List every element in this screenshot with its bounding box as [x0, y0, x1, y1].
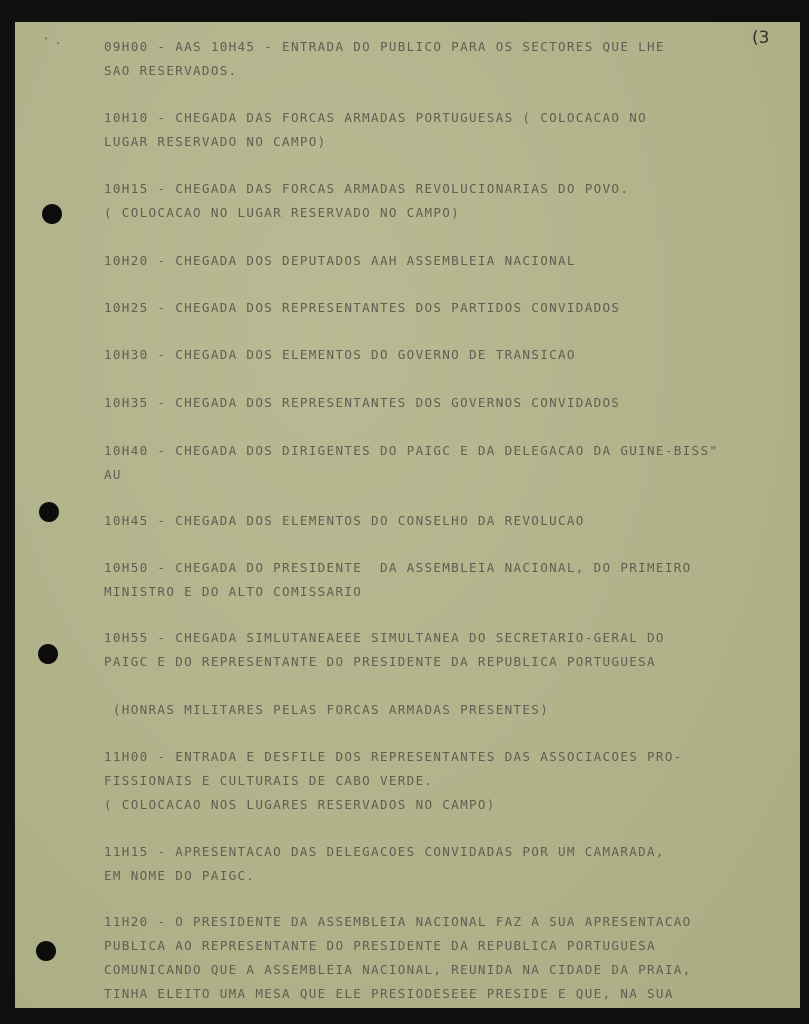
punch-hole — [42, 204, 62, 224]
punch-hole — [36, 941, 56, 961]
document-page — [15, 22, 800, 1008]
schedule-entry: 11H00 - ENTRADA E DESFILE DOS REPRESENTANTES DAS ASSOCIACOES PRO- FISSIONAIS E CULTURAIS DE CABO VERDE. ( COLOCACAO NOS LUGARES RESERVADOS NO CAMPO) — [104, 749, 683, 812]
page-number: (3 — [752, 28, 770, 48]
schedule-entry: 11H20 - O PRESIDENTE DA ASSEMBLEIA NACIONAL FAZ A SUA APRESENTACAO PUBLICA AO REPRESENTANTE DO PRESIDENTE DA REPUBLICA PORTUGUESA COMUNICANDO QUE A ASSEMBLEIA NACIONAL, REUNIDA NA CIDADE DA PRAIA, TINHA ELEITO UMA MESA QUE ELE PRESIODESEEE PRESIDE E QUE, NA SUA — [104, 914, 692, 1001]
schedule-entry: 10H35 - CHEGADA DOS REPRESENTANTES DOS GOVERNOS CONVIDADOS — [104, 395, 621, 410]
schedule-entry: 10H15 - CHEGADA DAS FORCAS ARMADAS REVOLUCIONARIAS DO POVO. ( COLOCACAO NO LUGAR RESERVADO NO CAMPO) — [104, 181, 630, 220]
schedule-entry: 11H15 - APRESENTACAO DAS DELEGACOES CONVIDADAS POR UM CAMARADA, EM NOME DO PAIGC. — [104, 844, 665, 883]
schedule-entry: 10H30 - CHEGADA DOS ELEMENTOS DO GOVERNO DE TRANSICAO — [104, 347, 576, 362]
schedule-entry: 10H45 - CHEGADA DOS ELEMENTOS DO CONSELHO DA REVOLUCAO — [104, 513, 585, 528]
margin-marks: ' . — [43, 36, 62, 47]
schedule-entry: 10H40 - CHEGADA DOS DIRIGENTES DO PAIGC E DA DELEGACAO DA GUINE-BISS" AU — [104, 443, 719, 482]
punch-hole — [38, 644, 58, 664]
schedule-entry: 10H20 - CHEGADA DOS DEPUTADOS AAH ASSEMBLEIA NACIONAL — [104, 253, 576, 268]
schedule-entry: 10H25 - CHEGADA DOS REPRESENTANTES DOS PARTIDOS CONVIDADOS — [104, 300, 621, 315]
schedule-entry: (HONRAS MILITARES PELAS FORCAS ARMADAS PRESENTES) — [104, 702, 550, 717]
schedule-entry: 10H10 - CHEGADA DAS FORCAS ARMADAS PORTUGUESAS ( COLOCACAO NO LUGAR RESERVADO NO CAMPO) — [104, 110, 648, 149]
schedule-entry: 10H55 - CHEGADA SIMLUTANEAEEE SIMULTANEA DO SECRETARIO-GERAL DO PAIGC E DO REPRESENTANTE DO PRESIDENTE DA REPUBLICA PORTUGUESA — [104, 630, 665, 669]
schedule-entry: 09H00 - AAS 10H45 - ENTRADA DO PUBLICO PARA OS SECTORES QUE LHE SAO RESERVADOS. — [104, 39, 665, 78]
punch-hole — [39, 502, 59, 522]
schedule-entry: 10H50 - CHEGADA DO PRESIDENTE DA ASSEMBLEIA NACIONAL, DO PRIMEIRO MINISTRO E DO ALTO COMISSARIO — [104, 560, 692, 599]
